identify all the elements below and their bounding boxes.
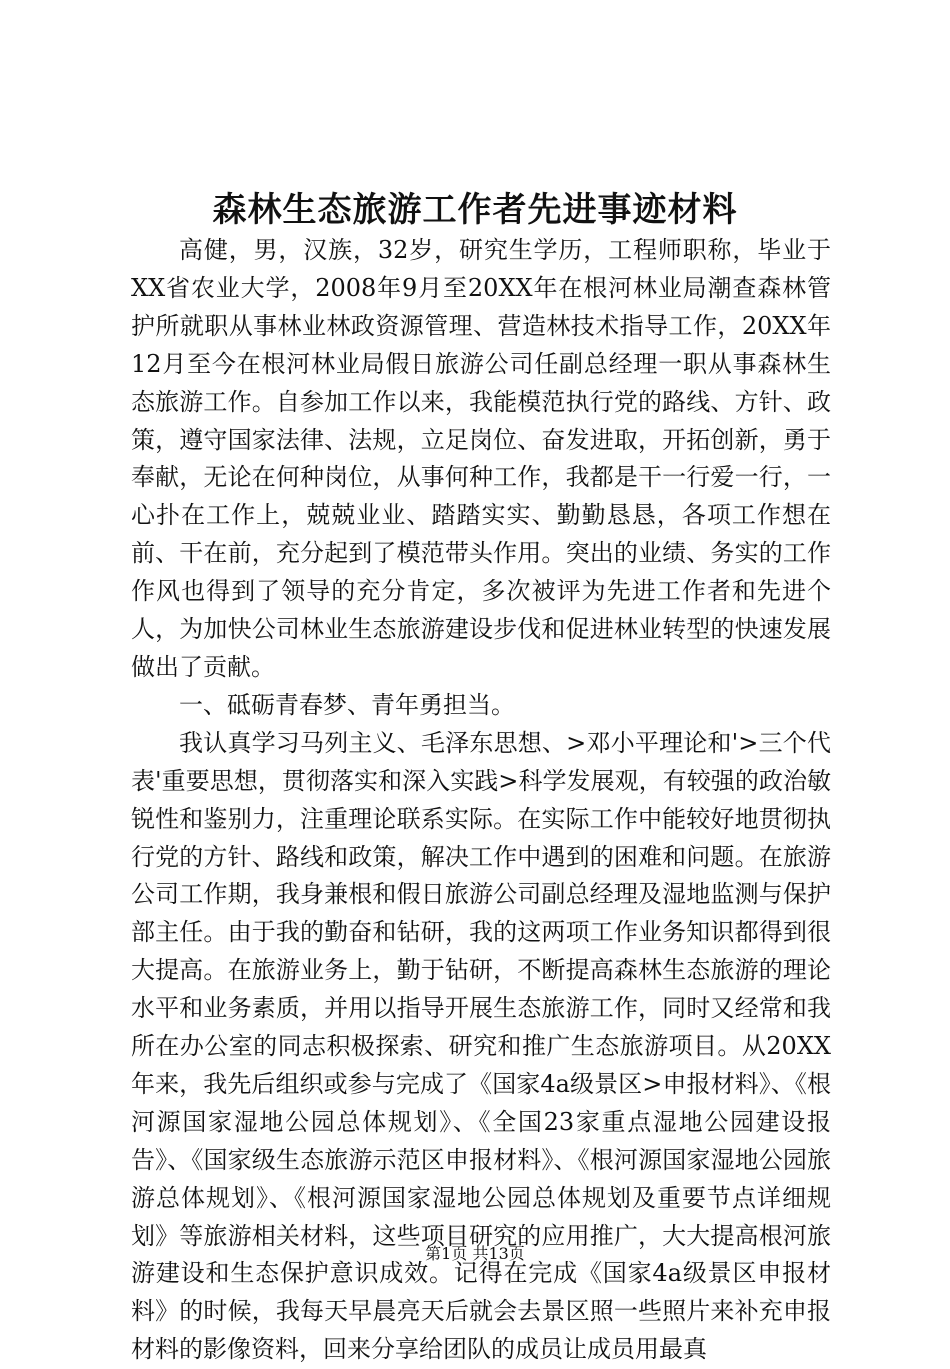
paragraph-section-1: 我认真学习马列主义、毛泽东思想、>邓小平理论和'>三个代表'重要思想，贯彻落实和深入实践>科学发展观，有较强的政治敏锐性和鉴别力，注重理论联系实际。在实际工作中能较好地贯彻执行党的方针、路线和政策，解决工作中遇到的困难和问题。在旅游公司工作期，我身兼根和假日旅游公司副总经理及湿地监测与保护部主任。由于我的勤奋和钻研，我的这两项工作业务知识都得到很大提高。在旅游业务上，勤于钻研，不断提高森林生态旅游的理论水平和业务素质，并用以指导开展生态旅游工作，同时又经常和我所在办公室的同志积极探索、研究和推广生态旅游项目。从20XX年来，我先后组织或参与完成了《国家4a级景区>申报材料》、《根河源国家湿地公园总体规划》、《全国23家重点湿地公园建设报告》、《国家级生态旅游示范区申报材料》、《根河源国家湿地公园旅游总体规划》、《根河源国家湿地公园总体规划及重要节点详细规划》等旅游相关材料，这些项目研究的应用推广，大大提高根河旅游建设和生态保护意识成效。记得在完成《国家4a级景区申报材料》的时候，我每天早晨亮天后就会去景区照一些照片来补充申报材料的影像资料，回来分享给团队的成员让成员用最真 xyxy=(131,728,831,1364)
paragraph-intro: 高健，男，汉族，32岁，研究生学历，工程师职称，毕业于XX省农业大学，2008年9月至20XX年在根河林业局潮查森林管护所就职从事林业林政资源管理、营造林技术指导工作，20XX年12月至今在根河林业局假日旅游公司任副总经理一职从事森林生态旅游工作。自参加工作以来，我能模范执行党的路线、方针、政策，遵守国家法律、法规，立足岗位、奋发进取，开拓创新，勇于奉献，无论在何种岗位，从事何种工作，我都是干一行爱一行，一心扑在工作上，兢兢业业、踏踏实实、勤勤恳恳，各项工作想在前、干在前，充分起到了模范带头作用。突出的业绩、务实的工作作风也得到了领导的充分肯定，多次被评为先进工作者和先进个人，为加快公司林业生态旅游建设步伐和促进林业转型的快速发展做出了贡献。 xyxy=(131,236,831,681)
page-number-footer: 第1页 共13页 xyxy=(425,1244,525,1263)
document-body xyxy=(131,232,831,1369)
document-title: 森林生态旅游工作者先进事迹材料 xyxy=(212,190,738,230)
section-heading-1: 一、砥砺青春梦、青年勇担当。 xyxy=(179,690,515,719)
